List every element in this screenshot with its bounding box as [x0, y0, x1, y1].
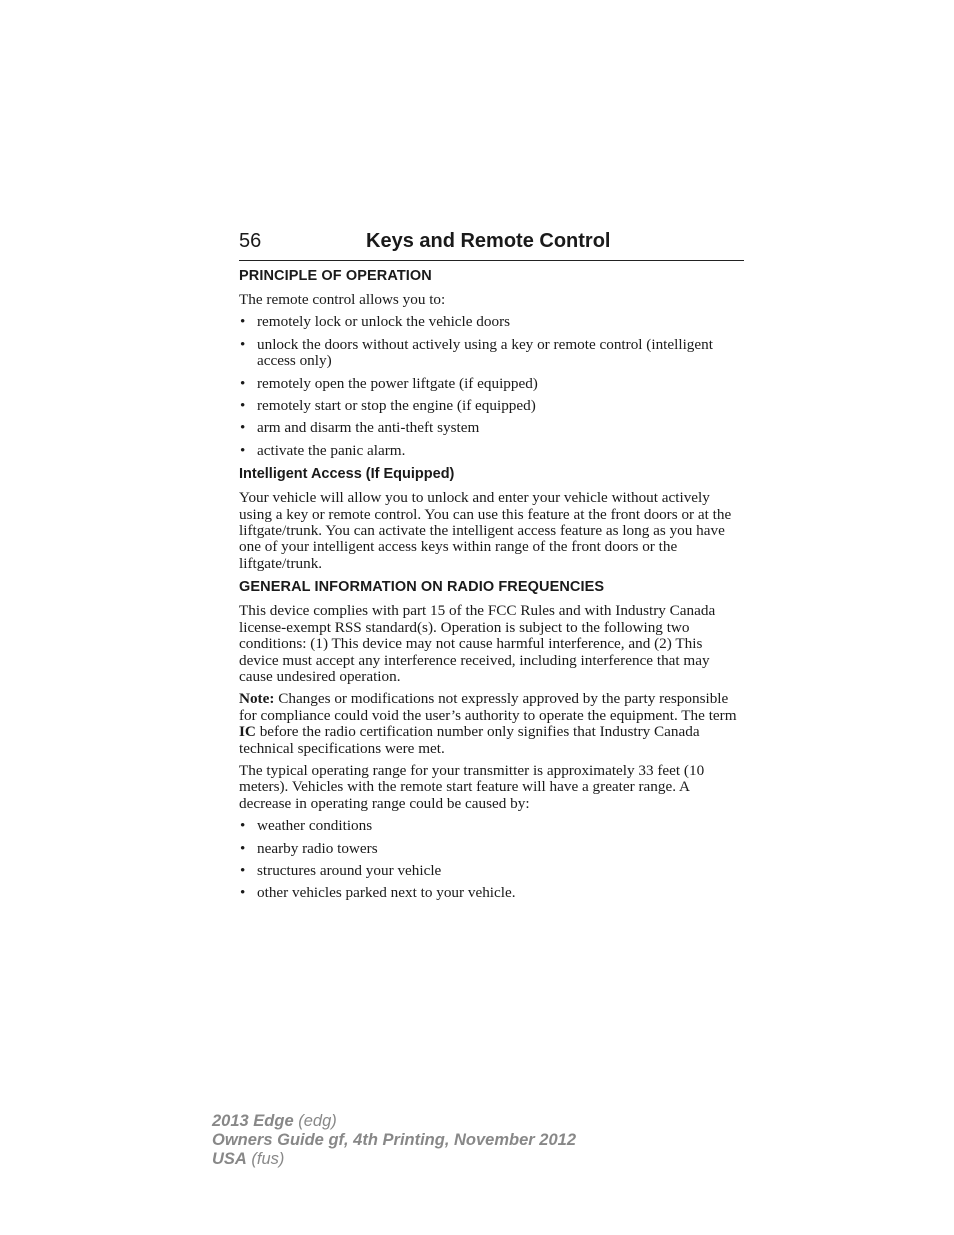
- radio-note: [239, 691, 745, 757]
- page-content: [239, 267, 745, 908]
- page-number: 56: [239, 230, 262, 252]
- chapter-title: Keys and Remote Control: [366, 230, 611, 252]
- list-item: [239, 314, 745, 330]
- list-item: [239, 376, 745, 392]
- section-heading-intelligent-access: Intelligent Access (If Equipped): [239, 466, 455, 483]
- note-ic: IC: [239, 723, 256, 741]
- bullet-icon: •: [240, 861, 246, 879]
- section-heading-principle: PRINCIPLE OF OPERATION: [239, 268, 432, 284]
- list-item-text: nearby radio towers: [257, 839, 378, 857]
- list-item: [239, 841, 745, 857]
- list-item-text: weather conditions: [257, 817, 373, 835]
- list-item: [239, 420, 745, 436]
- page-header: [239, 229, 744, 261]
- list-item: [239, 818, 745, 834]
- list-item-text: remotely start or stop the engine (if equipped): [257, 397, 536, 415]
- bullet-icon: •: [240, 817, 246, 835]
- footer-line-2: Owners Guide gf, 4th Printing, November 2012: [212, 1131, 576, 1149]
- intelligent-access-body: Your vehicle will allow you to unlock and enter your vehicle without actively using a key or remote control. You can use this feature at the front doors or at the liftgate/trunk. You can activate the intelligent access feature as long as you have one of your intelligent access keys within range of the front doors or the liftgate/trunk.: [239, 489, 732, 572]
- radio-para-1: This device complies with part 15 of the FCC Rules and with Industry Canada license-exempt RSS standard(s). Operation is subject to the following two conditions: (1) This device may not cause harmful interference, and (2) This device must accept any interference received, including interference that may cause undesired operation.: [239, 602, 716, 685]
- footer-market: USA: [212, 1150, 247, 1168]
- bullet-icon: •: [240, 335, 246, 353]
- list-item: [239, 863, 745, 879]
- list-item-text: remotely lock or unlock the vehicle doors: [257, 313, 511, 331]
- principle-intro: The remote control allows you to:: [239, 291, 446, 308]
- list-item: [239, 885, 745, 901]
- radio-bullet-list: [239, 818, 745, 902]
- footer-model: 2013 Edge: [212, 1112, 294, 1130]
- list-item-text: remotely open the power liftgate (if equipped): [257, 374, 538, 392]
- note-text-2: before the radio certification number only signifies that Industry Canada technical specifications were met.: [239, 723, 700, 757]
- bullet-icon: •: [240, 313, 246, 331]
- bullet-icon: •: [240, 419, 246, 437]
- bullet-icon: •: [240, 839, 246, 857]
- bullet-icon: •: [240, 884, 246, 902]
- radio-para-3: The typical operating range for your transmitter is approximately 33 feet (10 meters). Vehicles with the remote start feature will have a greater range. A decrease in operating range could be caused by:: [239, 761, 705, 812]
- footer-line-1: [212, 1112, 576, 1131]
- footer-market-code: (fus): [246, 1150, 285, 1168]
- list-item: [239, 337, 745, 370]
- bullet-icon: •: [240, 441, 246, 459]
- list-item-text: activate the panic alarm.: [257, 441, 406, 459]
- list-item-text: structures around your vehicle: [257, 861, 442, 879]
- list-item-text: other vehicles parked next to your vehicle.: [257, 884, 516, 902]
- list-item-text: unlock the doors without actively using a key or remote control (intelligent access only): [257, 335, 713, 370]
- principle-bullet-list: [239, 314, 745, 459]
- bullet-icon: •: [240, 374, 246, 392]
- list-item: [239, 398, 745, 414]
- bullet-icon: •: [240, 397, 246, 415]
- list-item-text: arm and disarm the anti-theft system: [257, 419, 480, 437]
- footer-model-code: (edg): [293, 1112, 337, 1130]
- list-item: [239, 443, 745, 459]
- section-heading-radio: GENERAL INFORMATION ON RADIO FREQUENCIES: [239, 579, 605, 596]
- page-footer: [212, 1112, 576, 1169]
- note-text-1: Changes or modifications not expressly approved by the party responsible for compliance could void the user’s authority to operate the equipment. The term: [239, 690, 737, 724]
- footer-line-3: [212, 1150, 576, 1169]
- note-label: Note:: [239, 690, 275, 708]
